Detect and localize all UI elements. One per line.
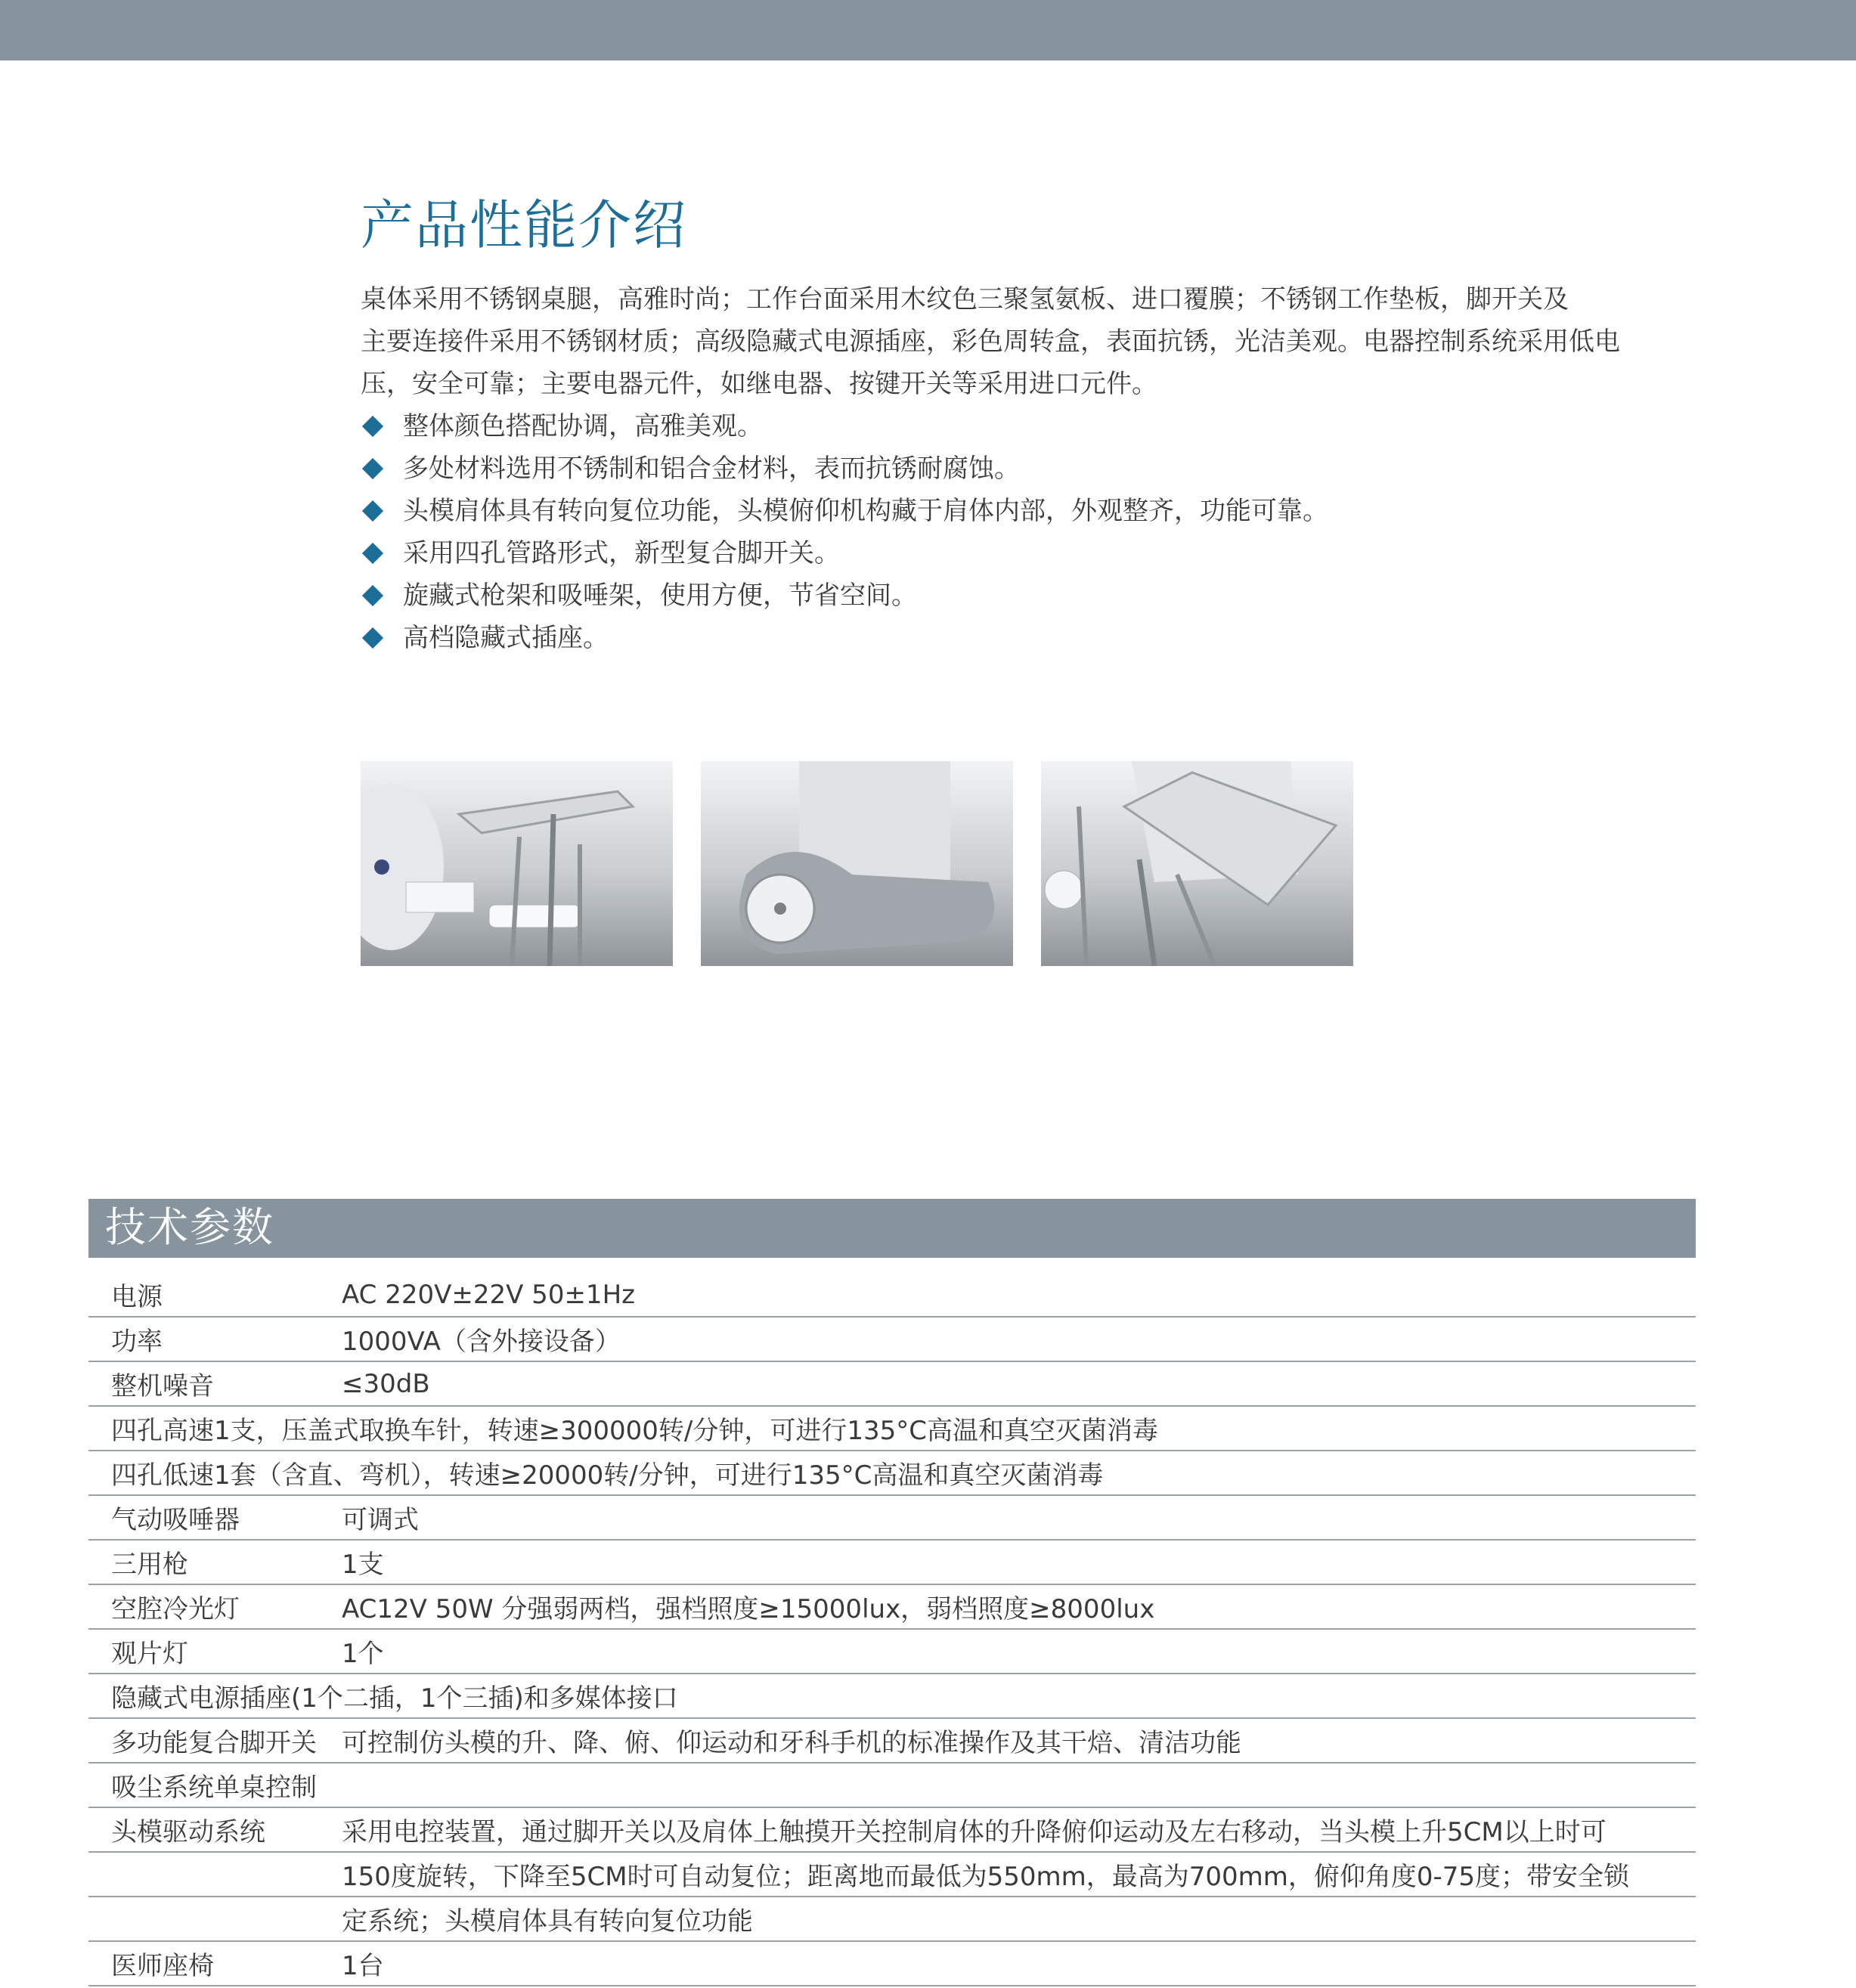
spec-value: 1台: [342, 1951, 384, 1981]
spec-row: [88, 1407, 1696, 1451]
feature-item: [361, 617, 1714, 659]
spec-value: 150度旋转，下降至5CM时可自动复位；距离地而最低为550mm，最高为700mm，俯仰角度0-75度；带安全锁: [342, 1862, 1630, 1892]
photo-instrument-tray: [361, 761, 673, 966]
spec-row: [88, 1541, 1696, 1585]
spec-label: 吸尘系统单桌控制: [111, 1773, 317, 1803]
product-intro: [361, 189, 1714, 659]
feature-text: 头模肩体具有转向复位功能，头模俯仰机构藏于肩体内部，外观整齐，功能可靠。: [403, 496, 1328, 526]
spec-value: AC12V 50W 分强弱两档，强档照度≥15000lux，弱档照度≥8000lux: [342, 1594, 1155, 1624]
diamond-bullet-icon: [362, 585, 383, 606]
spec-row: [88, 1585, 1696, 1630]
spec-row: [88, 1318, 1696, 1362]
feature-text: 采用四孔管路形式，新型复合脚开关。: [403, 538, 840, 568]
spec-label: 四孔高速1支，压盖式取换车针，转速≥300000转/分钟，可进行135°C高温和真空灭菌消毒: [111, 1416, 1158, 1446]
feature-text: 旋藏式枪架和吸唾架，使用方便，节省空间。: [403, 581, 917, 611]
feature-item: [361, 532, 1714, 574]
intro-paragraph-line: 桌体采用不锈钢桌腿，高雅时尚；工作台面采用木纹色三聚氢氨板、进口覆膜；不锈钢工作垫板，脚开关及: [361, 284, 1569, 314]
spec-label: 头模驱动系统: [111, 1817, 265, 1847]
photo-tray-handpieces: [1041, 761, 1353, 966]
spec-row: [88, 1719, 1696, 1763]
spec-value: 1个: [342, 1639, 384, 1669]
spec-value: ≤30dB: [342, 1368, 430, 1399]
diamond-bullet-icon: [362, 416, 383, 437]
feature-item: [361, 405, 1714, 447]
spec-label: 医师座椅: [111, 1951, 214, 1981]
spec-value: 定系统；头模肩体具有转向复位功能: [342, 1906, 753, 1937]
diamond-bullet-icon: [362, 627, 383, 649]
spec-row: [88, 1451, 1696, 1496]
spec-value: 可调式: [342, 1505, 419, 1535]
intro-paragraph-line: 主要连接件采用不锈钢材质；高级隐藏式电源插座，彩色周转盒，表面抗锈，光洁美观。电器控制系统采用低电: [361, 327, 1620, 357]
spec-row: [88, 1630, 1696, 1674]
spec-row: [88, 1942, 1696, 1986]
spec-label: 空腔冷光灯: [111, 1594, 240, 1624]
spec-row: [88, 1853, 1696, 1897]
spec-label: 气动吸唾器: [111, 1505, 240, 1535]
spec-label: 三用枪: [111, 1550, 188, 1580]
spec-label: 多功能复合脚开关: [111, 1728, 317, 1758]
spec-row: [88, 1496, 1696, 1541]
spec-value: 1支: [342, 1550, 384, 1580]
spec-row: [88, 1763, 1696, 1808]
spec-value: 可控制仿头模的升、降、俯、仰运动和牙科手机的标准操作及其干焙、清洁功能: [342, 1728, 1241, 1758]
spec-label: 四孔低速1套（含直、弯机），转速≥20000转/分钟，可进行135°C高温和真空灭菌消毒: [111, 1460, 1104, 1491]
spec-row: [88, 1808, 1696, 1853]
spec-value: 1000VA（含外接设备）: [342, 1327, 621, 1357]
spec-label: 整机噪音: [111, 1371, 214, 1401]
diamond-bullet-icon: [362, 500, 383, 522]
intro-paragraph-line: 压，安全可靠；主要电器元件，如继电器、按键开关等采用进口元件。: [361, 369, 1157, 399]
spec-value: 采用电控装置，通过脚开关以及肩体上触摸开关控制肩体的升降俯仰运动及左右移动，当头模上升5CM以上时可: [342, 1817, 1607, 1847]
diamond-bullet-icon: [362, 543, 383, 564]
specs-table: [88, 1273, 1696, 1986]
spec-label: 隐藏式电源插座(1个二插，1个三插)和多媒体接口: [111, 1683, 678, 1714]
spec-label: 观片灯: [111, 1639, 188, 1669]
product-photos: [361, 761, 1353, 966]
feature-text: 整体颜色搭配协调，高雅美观。: [403, 411, 763, 441]
spec-row: [88, 1674, 1696, 1719]
specs-heading-bar: [88, 1199, 1696, 1258]
feature-list: [361, 405, 1714, 659]
feature-item: [361, 490, 1714, 532]
diamond-bullet-icon: [362, 458, 383, 479]
intro-title: 产品性能介绍: [361, 194, 687, 256]
spec-label: 电源: [111, 1282, 163, 1312]
photo-foot-switch: [701, 761, 1013, 966]
feature-text: 高档隐藏式插座。: [403, 623, 609, 653]
spec-row: [88, 1362, 1696, 1407]
spec-row: [88, 1897, 1696, 1942]
feature-text: 多处材料选用不锈制和铝合金材料，表而抗锈耐腐蚀。: [403, 454, 1020, 484]
top-banner: [0, 0, 1856, 60]
specs-heading: 技术参数: [105, 1203, 274, 1251]
feature-item: [361, 447, 1714, 490]
feature-item: [361, 574, 1714, 617]
spec-label: 功率: [111, 1327, 163, 1357]
spec-value: AC 220V±22V 50±1Hz: [342, 1279, 635, 1310]
spec-row: [88, 1273, 1696, 1318]
